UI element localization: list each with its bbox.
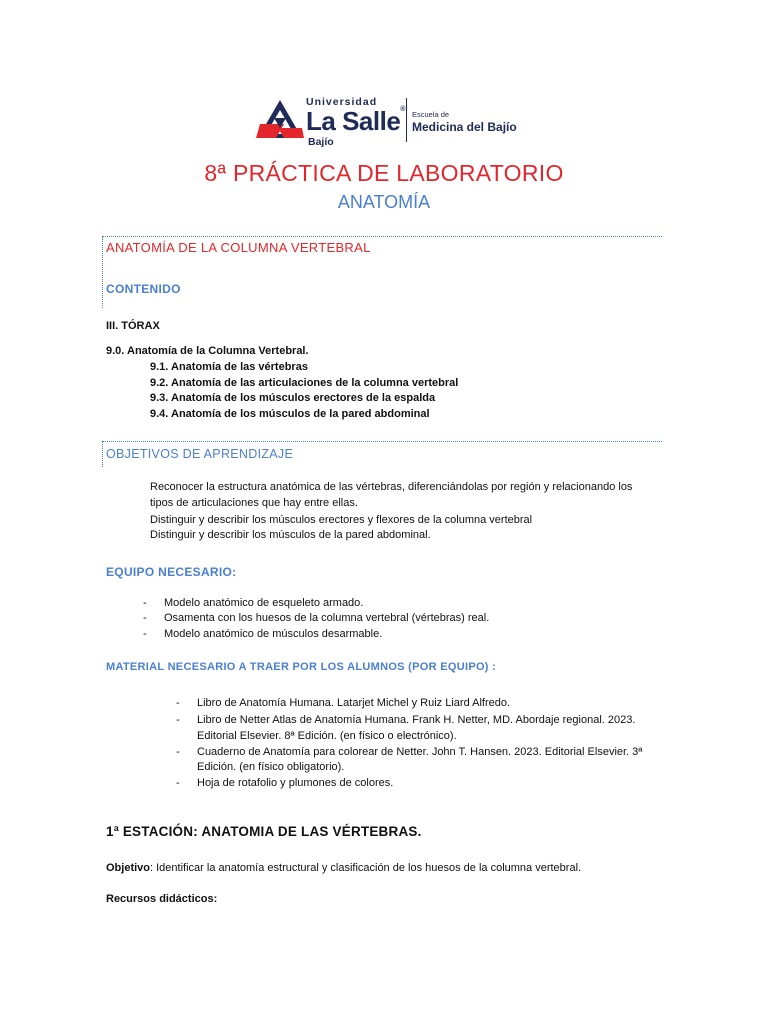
material-heading: MATERIAL NECESARIO A TRAER POR LOS ALUMNOS (POR EQUIPO) :	[106, 661, 497, 673]
subtopic-item: 9.4. Anatomía de los músculos de la pared abdominal	[150, 408, 430, 420]
objetivos-border-top	[102, 441, 662, 442]
estacion-title: 1ª ESTACIÓN: ANATOMIA DE LAS VÉRTEBRAS.	[106, 824, 422, 839]
logo-registered-mark: ®	[400, 106, 405, 113]
objetivo-label: Objetivo	[106, 862, 151, 874]
unit-label: III. TÓRAX	[106, 320, 160, 332]
bullet-dash: -	[176, 697, 180, 709]
material-item-cont: Editorial Elsevier. 8ª Edición. (en físico o electrónico).	[197, 730, 457, 742]
bullet-dash: -	[176, 714, 180, 726]
logo-escuela-text: Escuela de	[412, 110, 450, 119]
bullet-dash: -	[143, 628, 147, 640]
equipo-item: Modelo anatómico de esqueleto armado.	[164, 597, 364, 609]
contenido-heading: CONTENIDO	[106, 282, 181, 296]
section-border-left	[102, 236, 103, 308]
subtopic-item: 9.3. Anatomía de los músculos erectores de la espalda	[150, 392, 436, 404]
objetivo-text: : Identificar la anatomía estructural y clasificación de los huesos de la columna vertebral.	[150, 862, 582, 874]
material-item: Hoja de rotafolio y plumones de colores.	[197, 777, 394, 789]
bullet-dash: -	[143, 597, 147, 609]
objetivos-border-left	[102, 441, 103, 467]
page-title: 8ª PRÁCTICA DE LABORATORIO	[204, 160, 564, 186]
topic-label: 9.0. Anatomía de la Columna Vertebral.	[106, 345, 309, 357]
material-item-cont: Edición. (en físico obligatorio).	[197, 761, 345, 773]
subtopic-item: 9.2. Anatomía de las articulaciones de la columna vertebral	[150, 377, 459, 389]
logo-lasalle-word: La Salle	[306, 106, 401, 136]
objetivo-line: Distinguir y describir los músculos erectores y flexores de la columna vertebral	[150, 514, 533, 526]
equipo-heading: EQUIPO NECESARIO:	[106, 565, 237, 579]
objetivo-line-estacion	[106, 862, 581, 874]
objetivo-line: Reconocer la estructura anatómica de las vértebras, diferenciándolas por región y relacionando los	[150, 481, 633, 493]
subtopic-item: 9.1. Anatomía de las vértebras	[150, 361, 308, 373]
logo-bajio-text: Bajío	[308, 136, 334, 148]
lasalle-emblem-icon	[256, 98, 304, 142]
equipo-item: Modelo anatómico de músculos desarmable.	[164, 628, 383, 640]
logo-universidad-text: Universidad	[306, 96, 378, 108]
logo-divider	[406, 98, 407, 142]
material-item: Libro de Netter Atlas de Anatomía Humana. Frank H. Netter, MD. Abordaje regional. 2023.	[197, 714, 636, 726]
bullet-dash: -	[143, 612, 147, 624]
equipo-item: Osamenta con los huesos de la columna vertebral (vértebras) real.	[164, 612, 490, 624]
logo-lasalle-text	[306, 106, 405, 137]
bullet-dash: -	[176, 746, 180, 758]
section-border-top	[102, 236, 662, 237]
objetivos-heading: OBJETIVOS DE APRENDIZAJE	[106, 447, 294, 461]
bullet-dash: -	[176, 777, 180, 789]
material-item: Libro de Anatomía Humana. Latarjet Michel y Ruiz Liard Alfredo.	[197, 697, 511, 709]
page-subtitle: ANATOMÍA	[337, 192, 431, 212]
section-title: ANATOMÍA DE LA COLUMNA VERTEBRAL	[106, 240, 371, 255]
logo-medicina-text: Medicina del Bajío	[412, 120, 517, 134]
recursos-label: Recursos didácticos:	[106, 893, 218, 905]
objetivo-line: Distinguir y describir los músculos de la pared abdominal.	[150, 529, 431, 541]
university-logo	[256, 96, 526, 152]
material-item: Cuaderno de Anatomía para colorear de Netter. John T. Hansen. 2023. Editorial Elsevier. 3ª	[197, 746, 643, 758]
objetivo-line: tipos de articulaciones que hay entre ellas.	[150, 497, 358, 509]
